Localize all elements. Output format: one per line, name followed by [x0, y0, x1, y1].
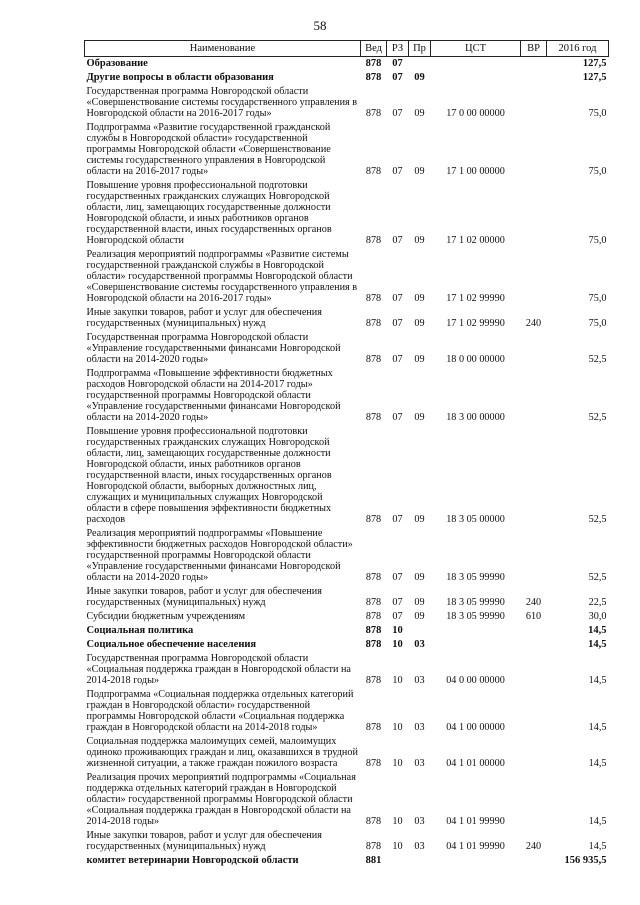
row-name: Социальная поддержка малоимущих семей, малоимущих одиноко проживающих граждан и лиц, оказавшихся в трудной жизненной ситуации, а также граждан пожилого возраста [86, 736, 358, 769]
row-pr: 09 [414, 597, 425, 608]
row-cst: 17 0 00 00000 [446, 108, 505, 119]
row-vr [521, 71, 547, 85]
row-name: Реализация мероприятий подпрограммы «Повышение эффективности бюджетных расходов Новгородской области» государственной программы Новгородской области «Управление государственными финансами Новгородской области на 2014-2020 годы» [86, 528, 353, 583]
column-header-vr: ВР [521, 41, 547, 57]
row-pr: 09 [414, 514, 425, 525]
row-amount: 14,5 [588, 816, 607, 827]
row-vr [521, 735, 547, 771]
row-ved: 878 [365, 412, 382, 423]
row-pr: 09 [414, 166, 425, 177]
row-vr: 610 [525, 611, 542, 622]
row-pr: 03 [414, 675, 425, 686]
table-row [85, 527, 609, 585]
row-cst: 18 3 05 00000 [446, 514, 505, 525]
column-header-rz: РЗ [387, 41, 409, 57]
row-pr: 03 [414, 722, 425, 733]
row-pr: 09 [414, 318, 425, 329]
row-pr: 09 [414, 611, 425, 622]
table-row [85, 652, 609, 688]
table-row [85, 248, 609, 306]
row-amount: 75,0 [588, 293, 607, 304]
row-rz: 07 [392, 166, 403, 177]
row-ved: 878 [365, 58, 382, 69]
row-cst: 17 1 02 00000 [446, 235, 505, 246]
row-amount: 14,5 [588, 625, 607, 636]
row-name: Иные закупки товаров, работ и услуг для обеспечения государственных (муниципальных) нужд [86, 307, 322, 329]
row-rz: 10 [392, 816, 403, 827]
row-name: Подпрограмма «Социальная поддержка отдельных категорий граждан в Новгородской области» государственной программы Новгородской области «Социальная поддержка граждан в Новгородской области на 2014-2018 годы» [86, 689, 354, 733]
row-name: Государственная программа Новгородской области «Социальная поддержка граждан в Новгородской области на 2014-2018 годы» [86, 653, 351, 686]
table-row [85, 638, 609, 652]
table-body [85, 57, 609, 869]
row-amount: 52,5 [588, 354, 607, 365]
row-amount: 75,0 [588, 166, 607, 177]
row-amount: 75,0 [588, 318, 607, 329]
column-header-name: Наименование [85, 41, 361, 57]
row-rz: 07 [392, 293, 403, 304]
row-ved: 878 [365, 816, 382, 827]
row-pr: 09 [414, 293, 425, 304]
row-name: Подпрограмма «Повышение эффективности бюджетных расходов Новгородской области на 2014-2017 годы» государственной программы Новгородской области «Управление государственными финансами Новгородской области на 2014-2020 годы» [86, 368, 341, 423]
row-vr [521, 121, 547, 179]
row-amount: 14,5 [588, 675, 607, 686]
row-amount: 52,5 [588, 412, 607, 423]
row-ved: 878 [365, 675, 382, 686]
column-header-cst: ЦСТ [431, 41, 521, 57]
row-rz: 10 [392, 675, 403, 686]
row-vr [521, 688, 547, 735]
budget-table [84, 40, 609, 868]
row-ved: 878 [365, 514, 382, 525]
column-header-pr: Пр [409, 41, 431, 57]
row-pr: 09 [414, 572, 425, 583]
row-amount: 127,5 [582, 72, 607, 83]
row-vr [521, 638, 547, 652]
row-vr [521, 624, 547, 638]
row-name: Другие вопросы в области образования [86, 72, 274, 83]
table-row [85, 624, 609, 638]
row-pr: 09 [414, 354, 425, 365]
row-rz: 10 [392, 625, 403, 636]
row-pr [409, 854, 431, 868]
row-pr: 09 [414, 72, 425, 83]
row-amount: 14,5 [588, 639, 607, 650]
table-row [85, 71, 609, 85]
row-vr [521, 527, 547, 585]
row-cst: 04 1 01 99990 [446, 816, 505, 827]
row-amount: 156 935,5 [564, 855, 607, 866]
row-ved: 878 [365, 722, 382, 733]
row-cst: 04 1 00 00000 [446, 722, 505, 733]
row-vr [521, 771, 547, 829]
row-vr [521, 85, 547, 121]
row-ved: 878 [365, 318, 382, 329]
row-vr [521, 367, 547, 425]
row-pr: 09 [414, 235, 425, 246]
table-row [85, 121, 609, 179]
row-name: Иные закупки товаров, работ и услуг для обеспечения государственных (муниципальных) нужд [86, 586, 322, 608]
row-rz: 10 [392, 758, 403, 769]
row-name: Иные закупки товаров, работ и услуг для обеспечения государственных (муниципальных) нужд [86, 830, 322, 852]
row-ved: 878 [365, 72, 382, 83]
row-name: Образование [86, 58, 148, 69]
row-rz: 07 [392, 108, 403, 119]
table-row [85, 585, 609, 610]
row-ved: 878 [365, 639, 382, 650]
row-rz: 07 [392, 611, 403, 622]
table-row [85, 85, 609, 121]
row-ved: 878 [365, 108, 382, 119]
row-vr [521, 425, 547, 527]
row-amount: 127,5 [582, 58, 607, 69]
row-vr [521, 57, 547, 72]
table-row [85, 735, 609, 771]
row-cst: 18 3 00 00000 [446, 412, 505, 423]
table-row [85, 179, 609, 248]
row-ved: 878 [365, 354, 382, 365]
row-name: Реализация мероприятий подпрограммы «Развитие системы государственной гражданской службы в Новгородской области» государственной программы Новгородской области «Совершенствование системы государственного управления в Новгородской области на 2016-2017 годы» [86, 249, 358, 304]
row-rz: 07 [392, 412, 403, 423]
column-header-ved: Вед [361, 41, 387, 57]
row-name: комитет ветеринарии Новгородской области [86, 855, 299, 866]
row-ved: 881 [365, 855, 382, 866]
row-cst: 04 0 00 00000 [446, 675, 505, 686]
row-ved: 878 [365, 572, 382, 583]
table-row [85, 688, 609, 735]
row-amount: 52,5 [588, 514, 607, 525]
row-pr: 03 [414, 816, 425, 827]
row-name: Субсидии бюджетным учреждениям [86, 611, 246, 622]
row-vr [521, 331, 547, 367]
row-vr: 240 [525, 841, 542, 852]
row-name: Государственная программа Новгородской области «Совершенствование системы государственного управления в Новгородской области на 2016-2017 годы» [86, 86, 358, 119]
row-pr [409, 57, 431, 72]
row-vr [521, 652, 547, 688]
row-cst: 18 3 05 99990 [446, 611, 505, 622]
row-amount: 14,5 [588, 841, 607, 852]
row-name: Социальная политика [86, 625, 194, 636]
row-ved: 878 [365, 597, 382, 608]
row-rz: 07 [392, 354, 403, 365]
table-row [85, 367, 609, 425]
row-rz: 07 [392, 572, 403, 583]
table-row [85, 331, 609, 367]
row-rz: 10 [392, 841, 403, 852]
row-rz: 07 [392, 58, 403, 69]
row-amount: 22,5 [588, 597, 607, 608]
row-amount: 14,5 [588, 758, 607, 769]
row-cst: 17 1 00 00000 [446, 166, 505, 177]
row-cst: 04 1 01 00000 [446, 758, 505, 769]
row-name: Повышение уровня профессиональной подготовки государственных гражданских служащих Новгородской области, лиц, замещающих государственные должности Новгородской области, и иных работников органов государственной власти, иных государственных органов Новгородской области [86, 180, 332, 246]
row-vr [521, 248, 547, 306]
row-pr: 03 [414, 758, 425, 769]
row-cst: 04 1 01 99990 [446, 841, 505, 852]
row-amount: 75,0 [588, 235, 607, 246]
row-cst: 17 1 02 99990 [446, 318, 505, 329]
row-amount: 75,0 [588, 108, 607, 119]
row-vr: 240 [525, 597, 542, 608]
row-ved: 878 [365, 758, 382, 769]
table-row [85, 425, 609, 527]
row-ved: 878 [365, 625, 382, 636]
row-pr: 09 [414, 108, 425, 119]
row-pr: 09 [414, 412, 425, 423]
row-rz: 10 [392, 639, 403, 650]
row-cst: 18 0 00 00000 [446, 354, 505, 365]
table-row [85, 610, 609, 624]
row-ved: 878 [365, 166, 382, 177]
row-rz: 07 [392, 318, 403, 329]
table-row [85, 306, 609, 331]
row-rz [387, 854, 409, 868]
row-vr [521, 854, 547, 868]
row-ved: 878 [365, 841, 382, 852]
row-rz: 07 [392, 597, 403, 608]
row-rz: 07 [392, 514, 403, 525]
row-pr [409, 624, 431, 638]
row-cst [431, 638, 521, 652]
row-rz: 10 [392, 722, 403, 733]
row-cst [431, 854, 521, 868]
row-cst: 18 3 05 99990 [446, 597, 505, 608]
row-rz: 07 [392, 72, 403, 83]
row-name: Повышение уровня профессиональной подготовки государственных гражданских служащих Новгородской области, лиц, замещающих государственные должности Новгородской области, иных работников органов государственной власти, иных государственных органов Новгородской области, выборных должностных лиц, служащих и муниципальных служащих Новгородской области в сфере повышения эффективности бюджетных расходов [86, 426, 332, 525]
row-cst [431, 57, 521, 72]
row-name: Социальное обеспечение населения [86, 639, 257, 650]
row-amount: 14,5 [588, 722, 607, 733]
row-vr: 240 [525, 318, 542, 329]
page-number: 58 [313, 18, 327, 33]
row-rz: 07 [392, 235, 403, 246]
row-ved: 878 [365, 293, 382, 304]
row-pr: 03 [414, 841, 425, 852]
row-cst: 17 1 02 99990 [446, 293, 505, 304]
row-ved: 878 [365, 235, 382, 246]
row-cst [431, 71, 521, 85]
table-row [85, 829, 609, 854]
row-vr [521, 179, 547, 248]
row-name: Подпрограмма «Развитие государственной гражданской службы в Новгородской области» государственной программы Новгородской области «Совершенствование системы государственного управления в Новгородской области на 2016-2017 годы» [86, 122, 331, 177]
row-cst [431, 624, 521, 638]
table-row [85, 854, 609, 868]
row-ved: 878 [365, 611, 382, 622]
row-pr: 03 [414, 639, 425, 650]
row-cst: 18 3 05 99990 [446, 572, 505, 583]
row-name: Реализация прочих мероприятий подпрограммы «Социальная поддержка отдельных категорий граждан в Новгородской области» государственной программы Новгородской области «Социальная поддержка граждан в Новгородской области на 2014-2018 годы» [86, 772, 356, 827]
table-row [85, 57, 609, 72]
table-header-row [85, 41, 609, 57]
row-name: Государственная программа Новгородской области «Управление государственными финансами Новгородской области на 2014-2020 годы» [86, 332, 341, 365]
column-header-amount: 2016 год [547, 41, 609, 57]
row-amount: 52,5 [588, 572, 607, 583]
table-row [85, 771, 609, 829]
row-amount: 30,0 [588, 611, 607, 622]
